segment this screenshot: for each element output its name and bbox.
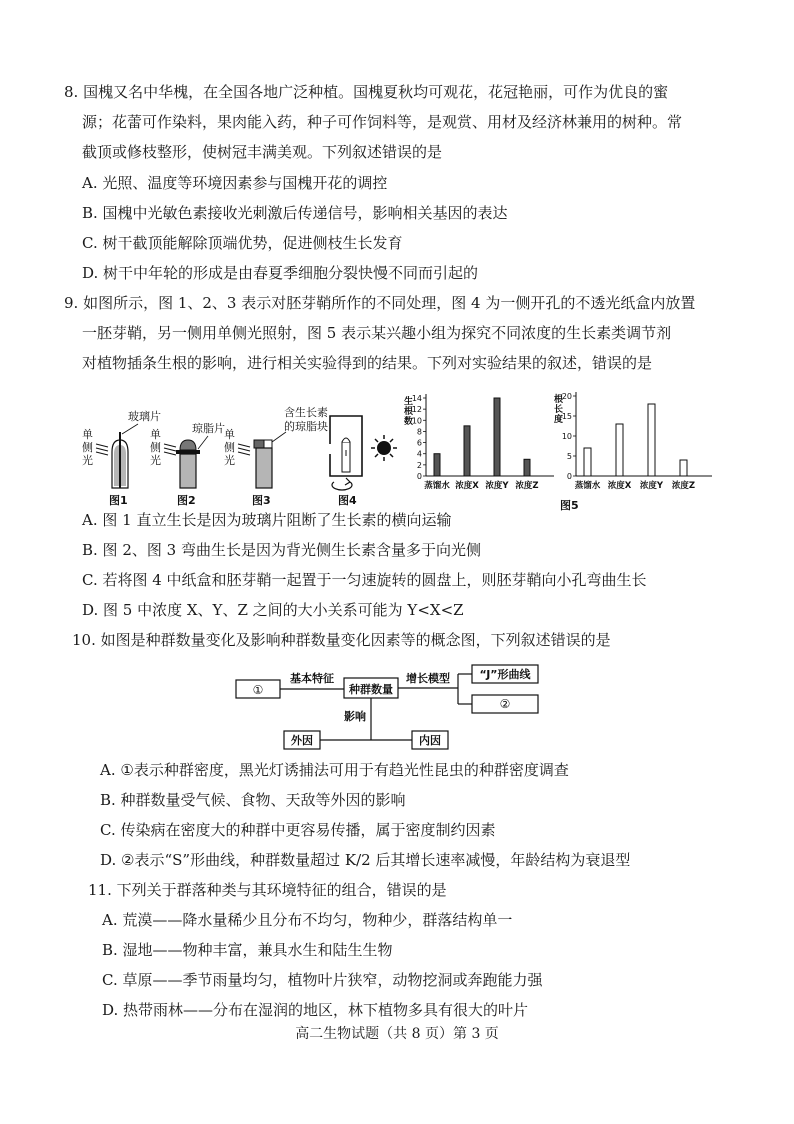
bar-浓度X	[616, 424, 623, 476]
fig3-light-1: 单	[224, 428, 235, 441]
q11-option-b: B. 湿地——物种丰富，兼具水生和陆生生物	[102, 941, 393, 959]
fig1-light-2: 侧	[82, 441, 93, 454]
y-tick-label: 2	[416, 460, 422, 470]
fig1-label: 玻璃片	[128, 410, 161, 423]
y-axis-label-char: 根	[404, 407, 414, 417]
q8-option-b: B. 国槐中光敏色素接收光刺激后传递信号，影响相关基因的表达	[82, 204, 508, 222]
fig3-light-3: 光	[224, 454, 235, 467]
j-curve-label: “J”形曲线	[479, 668, 531, 681]
q9-figure-5	[388, 388, 718, 513]
q9-option-d: D. 图 5 中浓度 X、Y、Z 之间的大小关系可能为 Y<X<Z	[82, 601, 464, 619]
q11-option-d: D. 热带雨林——分布在湿润的地区，林下植物多具有很大的叶片	[102, 1001, 529, 1019]
q10-option-a: A. ①表示种群密度，黑光灯诱捕法可用于有趋光性昆虫的种群密度调查	[100, 761, 569, 779]
x-tick-label: 浓度Y	[485, 481, 509, 491]
internal-label: 内因	[419, 734, 441, 747]
q9-stem-line1: 9. 如图所示，图 1、2、3 表示对胚芽鞘所作的不同处理，图 4 为一侧开孔的不透光纸盒内放置	[64, 294, 696, 312]
figure-2	[150, 421, 225, 507]
fig1-light-arrows	[96, 444, 108, 455]
basic-feature-label: 基本特征	[290, 672, 334, 685]
fig1-light-3: 光	[82, 454, 93, 467]
y-tick-label: 10	[561, 432, 572, 441]
bar-浓度X	[464, 426, 470, 476]
q8-option-a: A. 光照、温度等环境因素参与国槐开花的调控	[82, 174, 388, 192]
q9-figures-1-4	[80, 390, 410, 508]
q9-stem-line2: 一胚芽鞘，另一侧用单侧光照射，图 5 表示某兴趣小组为探究不同浓度的生长素类调节剂	[82, 324, 672, 342]
y-axis-label-char: 数	[404, 417, 414, 427]
x-tick-label: 浓度Z	[515, 481, 539, 491]
fig3-light-2: 侧	[224, 441, 235, 454]
q10-option-b: B. 种群数量受气候、食物、天敌等外因的影响	[100, 791, 406, 809]
x-tick-label: 蒸馏水	[424, 481, 450, 491]
y-tick-label: 14	[411, 394, 422, 403]
fig1-caption: 图1	[109, 494, 128, 507]
y-axis-label-char: 度	[554, 415, 564, 425]
y-axis-label-char: 根	[554, 395, 564, 405]
x-tick-label: 浓度X	[607, 481, 632, 491]
fig3-label-line2: 的琼脂块	[284, 420, 328, 433]
bar-浓度Y	[648, 404, 655, 476]
fig1-light-1: 单	[82, 428, 93, 441]
box-1-label: ①	[252, 683, 264, 697]
fig2-caption: 图2	[177, 494, 196, 507]
fig5-caption: 图5	[560, 499, 579, 512]
y-axis-label-char: 长	[554, 405, 564, 415]
q8-option-c: C. 树干截顶能解除顶端优势，促进侧枝生长发育	[82, 234, 403, 252]
x-tick-label: 浓度Z	[671, 481, 696, 491]
fig2-light-1: 单	[150, 428, 161, 441]
figure-3	[224, 405, 328, 507]
external-label: 外因	[291, 734, 313, 747]
fig3-agar-block	[254, 440, 264, 448]
fig2-agar-plate	[176, 450, 200, 454]
factors-label-left: 影响	[344, 710, 366, 723]
bar-浓度Z	[524, 459, 530, 476]
q9-option-a: A. 图 1 直立生长是因为玻璃片阻断了生长素的横向运输	[82, 511, 452, 529]
y-axis-label-char: 生	[404, 397, 414, 407]
bar-蒸馏水	[584, 448, 591, 476]
page-footer: 高二生物试题（共 8 页）第 3 页	[295, 1026, 499, 1042]
y-tick-label: 8	[416, 427, 422, 437]
q10-concept-diagram	[232, 660, 552, 755]
bar-浓度Z	[680, 460, 687, 476]
q10-option-d: D. ②表示“S”形曲线，种群数量超过 K/2 后其增长速率减慢，年龄结构为衰退型	[100, 851, 631, 869]
y-tick-label: 12	[411, 405, 422, 415]
box-2-label: ②	[499, 697, 511, 711]
x-tick-label: 浓度Y	[639, 481, 664, 491]
fig4-coleoptile	[342, 442, 350, 472]
fig2-label: 琼脂片	[192, 422, 225, 435]
q8-option-d: D. 树干中年轮的形成是由春夏季细胞分裂快慢不同而引起的	[82, 264, 479, 282]
fig3-coleoptile	[256, 448, 272, 488]
q9-option-c: C. 若将图 4 中纸盒和胚芽鞘一起置于一匀速旋转的圆盘上，则胚芽鞘向小孔弯曲生长	[82, 571, 647, 589]
q9-stem-line3: 对植物插条生根的影响，进行相关实验得到的结果。下列对实验结果的叙述，错误的是	[82, 354, 653, 372]
figure-4	[330, 416, 397, 507]
q11-stem: 11. 下列关于群落种类与其环境特征的组合，错误的是	[88, 881, 447, 899]
y-tick-label: 20	[561, 392, 572, 401]
fig2-light-2: 侧	[150, 441, 161, 454]
q11-option-c: C. 草原——季节雨量均匀，植物叶片狭窄，动物挖洞或奔跑能力强	[102, 971, 543, 989]
fig3-caption: 图3	[252, 494, 271, 507]
center-label: 种群数量	[349, 683, 393, 696]
bar-浓度Y	[494, 398, 500, 476]
y-tick-label: 0	[566, 472, 572, 481]
root-count-chart	[404, 394, 554, 491]
q11-option-a: A. 荒漠——降水量稀少且分布不均匀，物种少，群落结构单一	[102, 911, 513, 929]
y-tick-label: 15	[561, 412, 572, 421]
q8-stem-line1: 8. 国槐又名中华槐，在全国各地广泛种植。国槐夏秋均可观花，花冠艳丽，可作为优良的蜜	[64, 83, 669, 101]
q10-stem: 10. 如图是种群数量变化及影响种群数量变化因素等的概念图，下列叙述错误的是	[72, 631, 611, 649]
q8-stem-line3: 截顶或修枝整形，使树冠丰满美观。下列叙述错误的是	[82, 143, 443, 161]
y-tick-label: 6	[416, 438, 422, 448]
x-tick-label: 蒸馏水	[574, 481, 601, 491]
q8-stem-line2: 源；花蕾可作染料，果肉能入药，种子可作饲料等，是观赏、用材及经济林兼用的树种。常	[82, 113, 683, 131]
root-length-chart	[554, 392, 712, 491]
q10-option-c: C. 传染病在密度大的种群中更容易传播，属于密度制约因素	[100, 821, 496, 839]
fig3-label-line1: 含生长素	[284, 406, 328, 419]
bar-蒸馏水	[434, 454, 440, 476]
fig2-tip	[180, 440, 196, 450]
fig2-coleoptile	[180, 454, 196, 488]
fig4-caption: 图4	[338, 494, 357, 507]
y-tick-label: 0	[416, 472, 422, 481]
y-tick-label: 5	[566, 452, 572, 461]
fig2-light-3: 光	[150, 454, 161, 467]
q9-option-b: B. 图 2、图 3 弯曲生长是因为背光侧生长素含量多于向光侧	[82, 541, 481, 559]
y-tick-label: 4	[416, 449, 422, 459]
x-tick-label: 浓度X	[455, 481, 479, 491]
y-tick-label: 10	[411, 416, 422, 426]
growth-model-label: 增长模型	[406, 672, 450, 685]
